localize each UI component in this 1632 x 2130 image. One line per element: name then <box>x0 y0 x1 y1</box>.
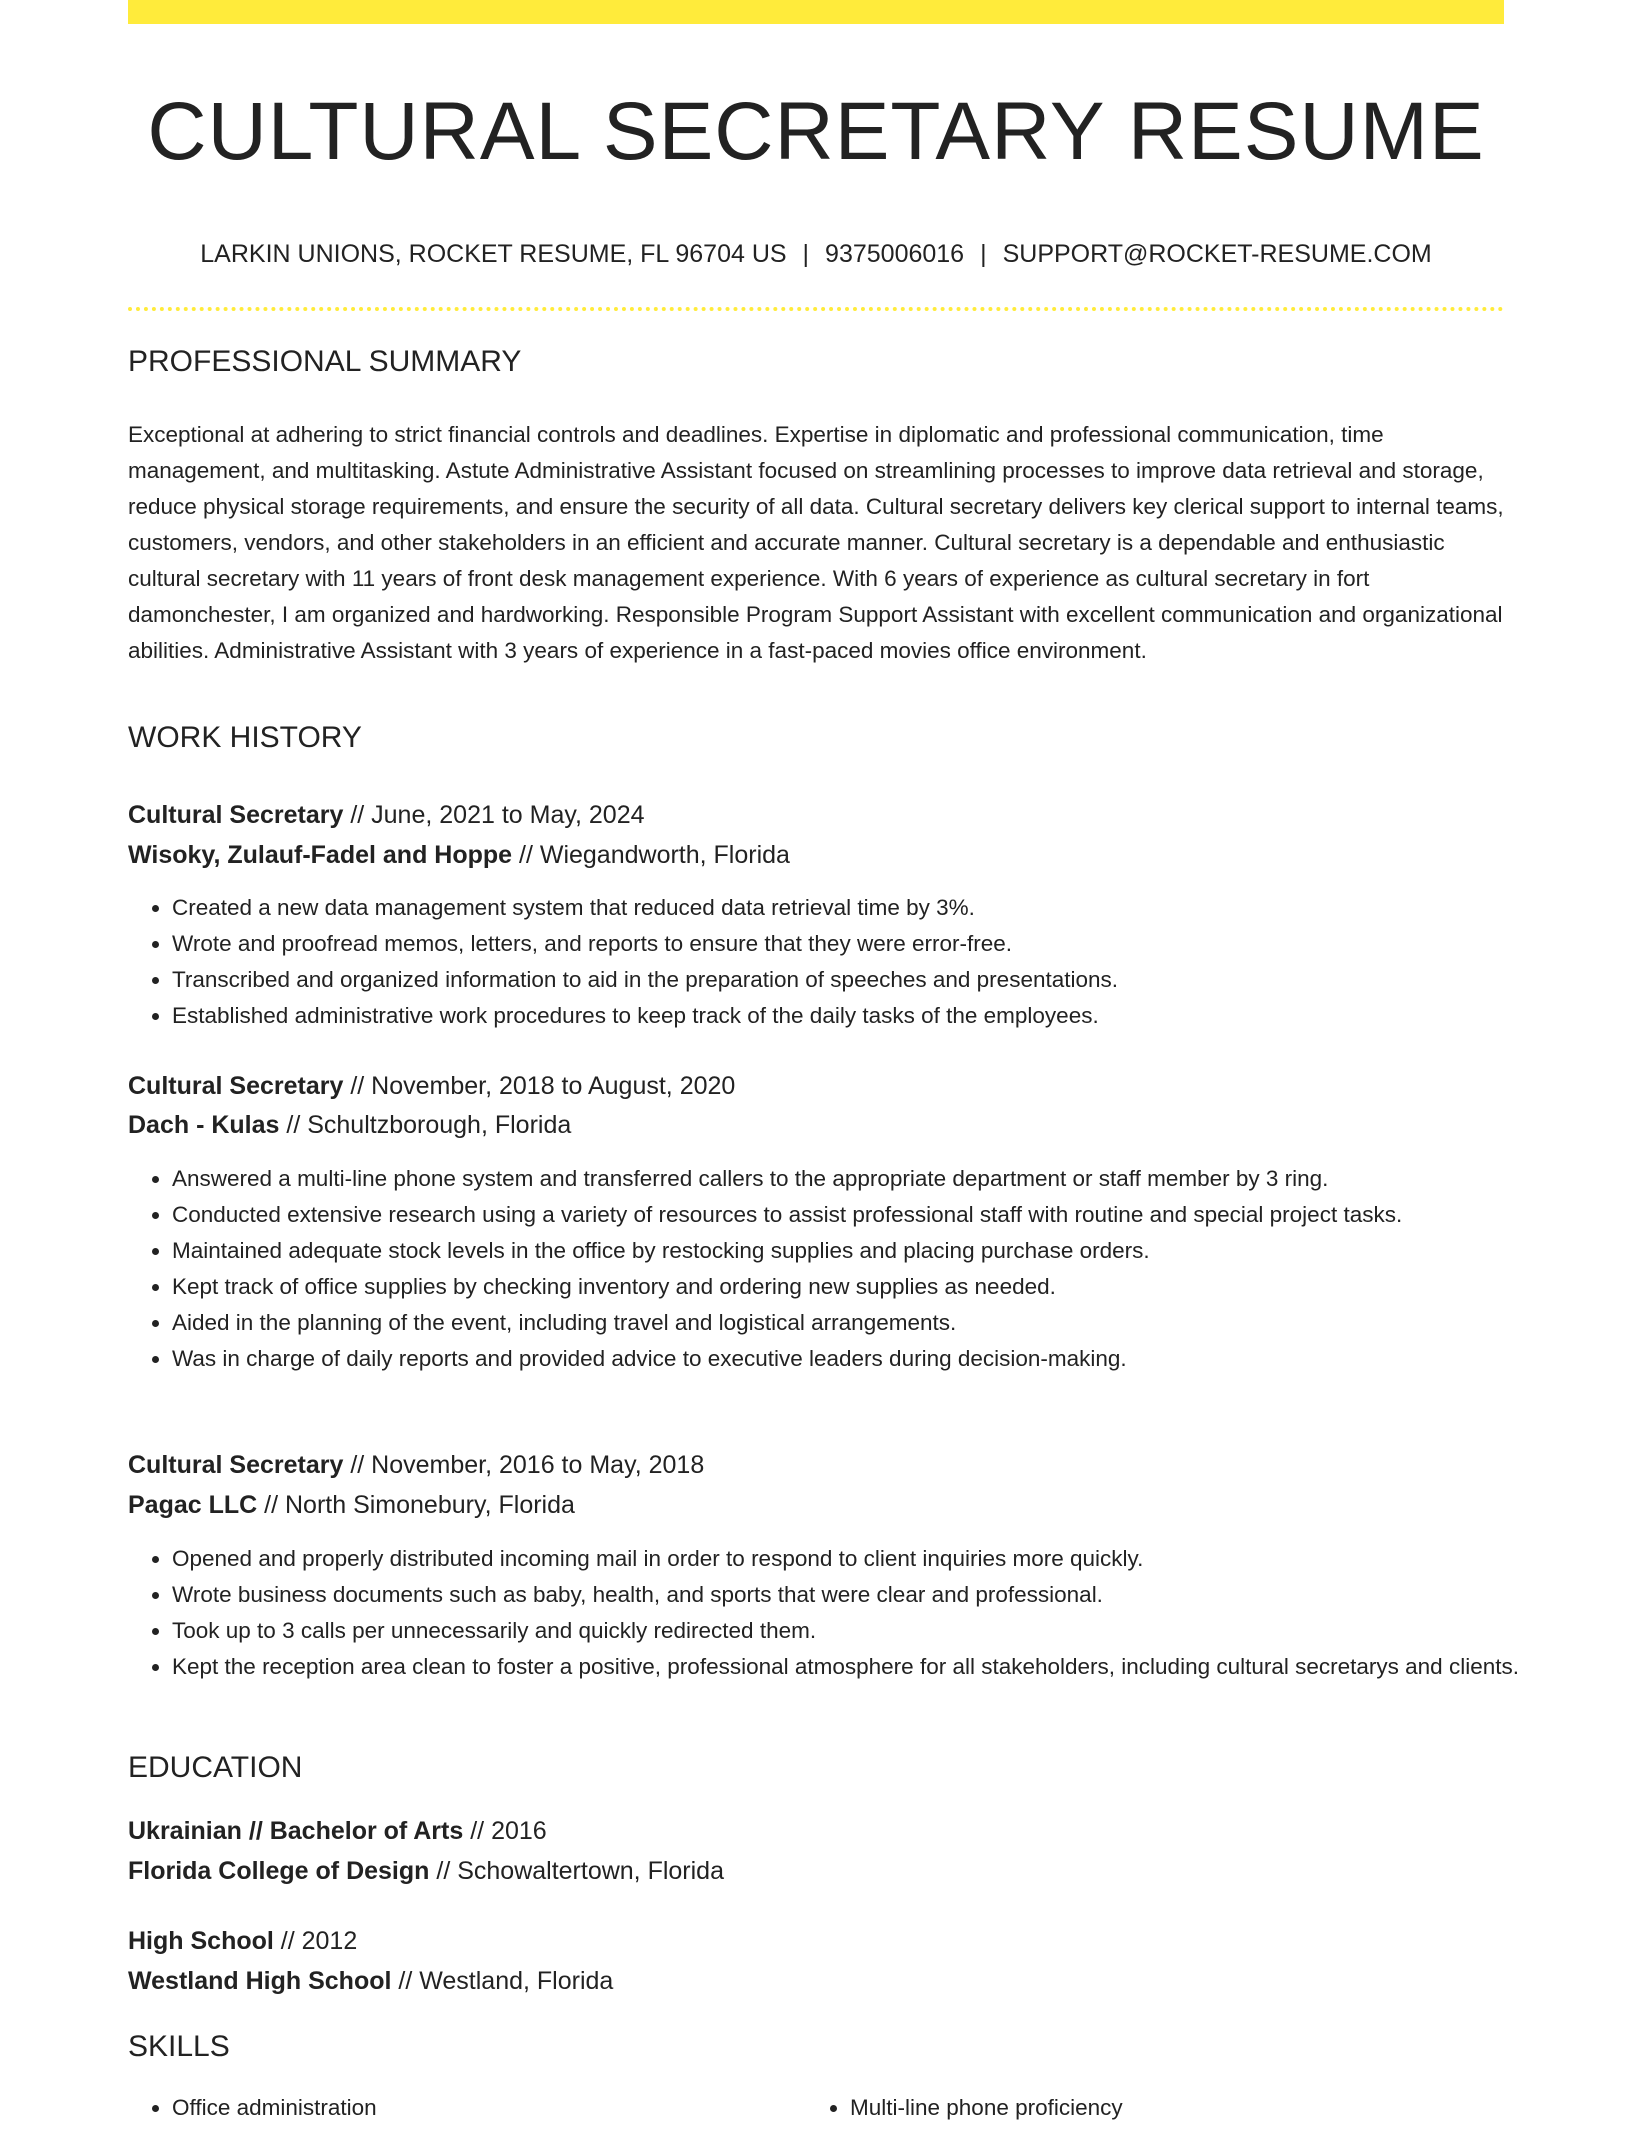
education-school: Westland High School <box>128 1967 392 1995</box>
contact-email: SUPPORT@ROCKET-RESUME.COM <box>1002 240 1432 268</box>
job-company: Pagac LLC <box>128 1491 258 1519</box>
job-bullets <box>128 1541 1552 1685</box>
education-degree-line <box>128 1923 357 1959</box>
list-item: • Wrote and proofread memos, letters, and reports to ensure that they were error-free. <box>172 926 1552 962</box>
accent-top-bar <box>128 0 1504 24</box>
list-item: • Kept track of office supplies by checking inventory and ordering new supplies as needed. <box>172 1269 1552 1305</box>
education-degree-line <box>128 1813 547 1849</box>
list-item: • Answered a multi-line phone system and transferred callers to the appropriate department or staff member by 3 ring. <box>172 1161 1552 1197</box>
job-title: Cultural Secretary <box>128 1072 344 1100</box>
skill-item: • Office administration <box>172 2090 377 2126</box>
list-item: • Took up to 3 calls per unnecessarily and quickly redirected them. <box>172 1613 1552 1649</box>
resume-title: CULTURAL SECRETARY RESUME <box>147 86 1485 177</box>
job-title-line <box>128 797 645 833</box>
job-dates: // November, 2016 to May, 2018 <box>343 1451 705 1479</box>
education-school-line <box>128 1853 724 1889</box>
job-company-line <box>128 1107 571 1143</box>
job-dates: // November, 2018 to August, 2020 <box>343 1072 736 1100</box>
list-item: • Kept the reception area clean to foster a positive, professional atmosphere for all stakeholders, including cultural secretarys and clients. <box>172 1649 1552 1685</box>
job-title-line <box>128 1447 704 1483</box>
list-item: • Opened and properly distributed incoming mail in order to respond to client inquiries more quickly. <box>172 1541 1552 1577</box>
education-degree: High School <box>128 1927 274 1955</box>
education-year: // 2016 <box>463 1817 547 1845</box>
job-bullets <box>128 1161 1552 1377</box>
list-item: • Established administrative work procedures to keep track of the daily tasks of the employees. <box>172 998 1552 1034</box>
job-dates: // June, 2021 to May, 2024 <box>343 801 645 829</box>
education-location: // Schowaltertown, Florida <box>429 1857 724 1885</box>
job-company-line <box>128 1487 575 1523</box>
job-title-line <box>128 1068 735 1104</box>
job-company: Wisoky, Zulauf-Fadel and Hoppe <box>128 841 513 869</box>
job-title: Cultural Secretary <box>128 1451 344 1479</box>
education-school: Florida College of Design <box>128 1857 430 1885</box>
contact-address: LARKIN UNIONS, ROCKET RESUME, FL 96704 US <box>200 240 787 268</box>
list-item: • Maintained adequate stock levels in the office by restocking supplies and placing purchase orders. <box>172 1233 1552 1269</box>
education-school-line <box>128 1963 613 1999</box>
skills-column-right <box>806 2090 1123 2126</box>
list-item: • Wrote business documents such as baby, health, and sports that were clear and professional. <box>172 1577 1552 1613</box>
list-item: • Transcribed and organized information to aid in the preparation of speeches and presentations. <box>172 962 1552 998</box>
job-location: // North Simonebury, Florida <box>257 1491 575 1519</box>
summary-heading: PROFESSIONAL SUMMARY <box>128 345 522 378</box>
contact-phone: 9375006016 <box>825 240 965 268</box>
education-heading: EDUCATION <box>128 1751 303 1784</box>
work-history-heading: WORK HISTORY <box>128 721 362 754</box>
contact-separator: | <box>980 240 987 268</box>
job-company-line <box>128 837 790 873</box>
skill-item: • Multi-line phone proficiency <box>850 2090 1123 2126</box>
dotted-divider <box>128 307 1504 311</box>
skills-grid <box>128 2090 1504 2130</box>
job-location: // Schultzborough, Florida <box>279 1111 572 1139</box>
skills-heading: SKILLS <box>128 2030 230 2063</box>
job-bullets <box>128 890 1552 1034</box>
contact-line <box>128 236 1504 272</box>
job-location: // Wiegandworth, Florida <box>512 841 790 869</box>
contact-separator: | <box>802 240 810 268</box>
education-year: // 2012 <box>273 1927 358 1955</box>
list-item: • Created a new data management system that reduced data retrieval time by 3%. <box>172 890 1552 926</box>
education-location: // Westland, Florida <box>391 1967 614 1995</box>
list-item: • Aided in the planning of the event, including travel and logistical arrangements. <box>172 1305 1552 1341</box>
list-item: • Was in charge of daily reports and provided advice to executive leaders during decision-making. <box>172 1341 1552 1377</box>
list-item: • Conducted extensive research using a variety of resources to assist professional staff with routine and special project tasks. <box>172 1197 1552 1233</box>
summary-text: Exceptional at adhering to strict financial controls and deadlines. Expertise in diplomatic and professional communication, time management, and multitasking. Astute Administrative Assistant focused on streamlining processes to improve data retrieval and storage, reduce physical storage requirements, and ensure the security of all data. Cultural secretary delivers key clerical support to internal teams, customers, vendors, and other stakeholders in an efficient and accurate manner. Cultural secretary is a dependable and enthusiastic cultural secretary with 11 years of front desk management experience. With 6 years of experience as cultural secretary in fort damonchester, I am organized and hardworking. Responsible Program Support Assistant with excellent communication and organizational abilities. Administrative Assistant with 3 years of experience in a fast-paced movies office environment. <box>128 422 1504 663</box>
skills-column-left <box>128 2090 377 2126</box>
job-title: Cultural Secretary <box>128 801 344 829</box>
job-company: Dach - Kulas <box>128 1111 280 1139</box>
education-degree: Ukrainian // Bachelor of Arts <box>128 1817 464 1845</box>
